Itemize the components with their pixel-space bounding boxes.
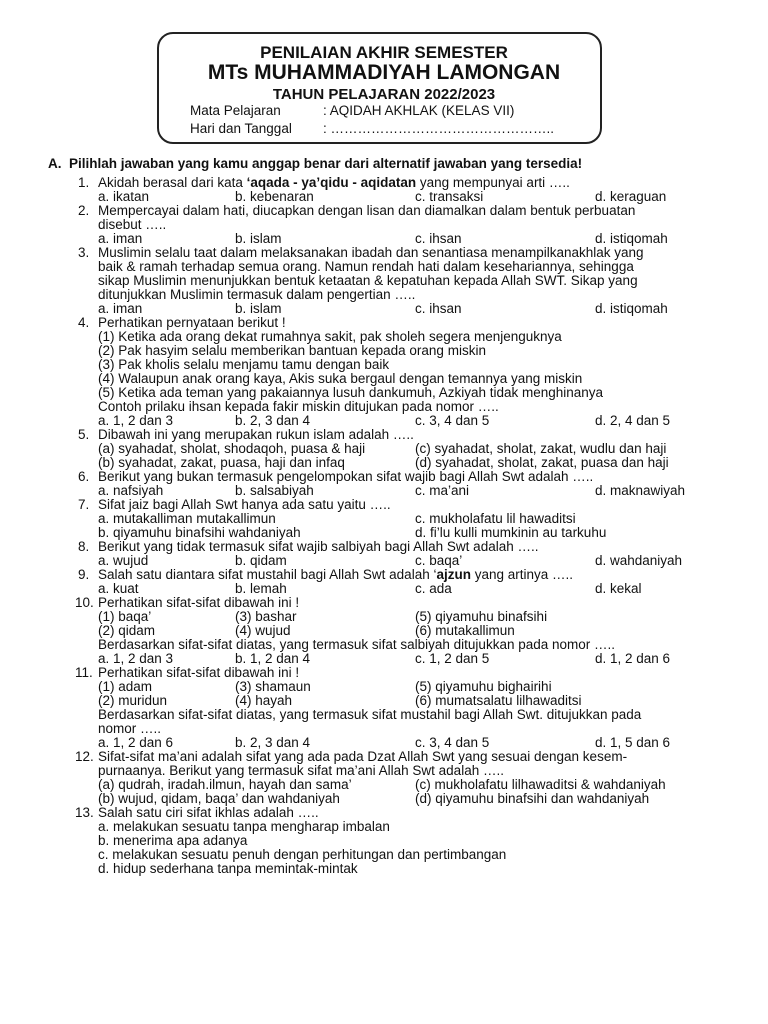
question-text: ditunjukkan Muslimin termasuk dalam pengertian ….. [98, 287, 416, 302]
option-c: c. 1, 2 dan 5 [415, 651, 490, 666]
option-c: c. mukholafatu lil hawaditsi [415, 511, 576, 526]
list-item: (1) adam [98, 679, 153, 694]
academic-year: TAHUN PELAJARAN 2022/2023 [272, 86, 496, 103]
question-text: disebut ….. [98, 217, 167, 232]
option-b: b. 2, 3 dan 4 [235, 413, 311, 428]
option-a: (a) syahadat, sholat, shodaqoh, puasa & haji [98, 441, 366, 456]
option-b: b. qidam [235, 553, 287, 568]
option-b: b. qiyamuhu binafsihi wahdaniyah [98, 525, 301, 540]
question-text: purnaanya. Berikut yang termasuk sifat ma’ani Allah Swt adalah ….. [98, 763, 504, 778]
date-value: : ………………………………………….. [323, 121, 555, 136]
option-d: (d) qiyamuhu binafsihi dan wahdaniyah [415, 791, 650, 806]
question-text-bold: ‘aqada - ya’qidu - aqidatan [246, 175, 417, 190]
option-d: d. fi’lu kulli mumkinin au tarkuhu [415, 525, 607, 540]
option-a: a. melakukan sesuatu tanpa mengharap imbalan [98, 819, 390, 834]
question-text [98, 176, 570, 190]
option-c: (c) syahadat, sholat, zakat, wudlu dan haji [415, 441, 667, 456]
list-item: (6) mumatsalatu lilhawaditsi [415, 693, 582, 708]
question-text: Muslimin selalu taat dalam melaksanakan ibadah dan senantiasa menampilkanakhlak yang [98, 245, 644, 260]
option-d: d. kekal [595, 581, 642, 596]
question-text: Berikut yang bukan termasuk pengelompokan sifat wajib bagi Allah Swt adalah ….. [98, 469, 594, 484]
instruction-text: Pilihlah jawaban yang kamu anggap benar dari alternatif jawaban yang tersedia! [69, 156, 583, 171]
option-a: a. iman [98, 231, 143, 246]
exam-title: PENILAIAN AKHIR SEMESTER [260, 43, 508, 62]
option-c: c. ada [415, 581, 452, 596]
question-text: Dibawah ini yang merupakan rukun islam adalah ….. [98, 427, 414, 442]
list-item: (2) muridun [98, 693, 168, 708]
option-c: c. 3, 4 dan 5 [415, 413, 490, 428]
question-text: Salah satu ciri sifat ikhlas adalah ….. [98, 805, 319, 820]
subject-value: : AQIDAH AKHLAK (KELAS VII) [323, 103, 515, 118]
option-b: b. lemah [235, 581, 287, 596]
list-item: (6) mutakallimun [415, 623, 515, 638]
option-d: d. hidup sederhana tanpa memintak-mintak [98, 861, 358, 876]
question-text: Mempercayai dalam hati, diucapkan dengan lisan dan diamalkan dalam bentuk perbuatan [98, 203, 636, 218]
option-b: b. 2, 3 dan 4 [235, 735, 311, 750]
option-d: d. istiqomah [595, 301, 668, 316]
list-item: (4) hayah [235, 693, 293, 708]
option-d: d. keraguan [595, 189, 667, 204]
option-d: d. 1, 5 dan 6 [595, 735, 671, 750]
option-a: a. nafsiyah [98, 483, 164, 498]
option-c: c. ma’ani [415, 483, 470, 498]
statement-item: (2) Pak hasyim selalu memberikan bantuan kepada orang miskin [98, 343, 486, 358]
option-c: c. ihsan [415, 301, 462, 316]
question-text: Berikut yang tidak termasuk sifat wajib salbiyah bagi Allah Swt adalah ….. [98, 539, 539, 554]
option-a: a. kuat [98, 581, 139, 596]
option-a: a. 1, 2 dan 3 [98, 651, 174, 666]
option-b: b. kebenaran [235, 189, 314, 204]
option-b: (b) syahadat, zakat, puasa, haji dan infaq [98, 455, 345, 470]
list-item: (5) qiyamuhu binafsihi [415, 609, 548, 624]
question-text-pre: Salah satu diantara sifat mustahil bagi Allah Swt adalah ‘ [98, 567, 437, 582]
question-text: baik & ramah terhadap semua orang. Namun rendah hati dalam kesehariannya, sehingga [98, 259, 634, 274]
option-c: c. 3, 4 dan 5 [415, 735, 490, 750]
question-number: 9. [78, 567, 90, 582]
statement-item: (4) Walaupun anak orang kaya, Akis suka bergaul dengan temannya yang miskin [98, 371, 583, 386]
option-d: d. 2, 4 dan 5 [595, 413, 671, 428]
option-b: b. menerima apa adanya [98, 833, 248, 848]
question-number: 10. [75, 595, 94, 610]
option-a: a. wujud [98, 553, 149, 568]
option-d: d. wahdaniyah [595, 553, 683, 568]
list-item: (2) qidam [98, 623, 156, 638]
question-text-bold: ajzun [436, 567, 471, 582]
section-instruction [48, 156, 582, 171]
statement-item: (3) Pak kholis selalu menjamu tamu dengan baik [98, 357, 390, 372]
question-text-post: yang mempunyai arti ….. [416, 175, 570, 190]
option-b: b. salsabiyah [235, 483, 314, 498]
question-number: 13. [75, 805, 94, 820]
question-text-post: yang artinya ….. [470, 567, 574, 582]
option-a: a. ikatan [98, 189, 150, 204]
list-item: (3) shamaun [235, 679, 311, 694]
question-number: 3. [78, 245, 90, 260]
option-a: a. iman [98, 301, 143, 316]
question-number: 8. [78, 539, 90, 554]
question-number: 4. [78, 315, 90, 330]
option-d: d. maknawiyah [595, 483, 686, 498]
list-item: (1) baqa’ [98, 609, 152, 624]
option-c: c. baqa’ [415, 553, 463, 568]
question-text: Berdasarkan sifat-sifat diatas, yang termasuk sifat salbiyah ditujukkan pada nomor ….. [98, 637, 616, 652]
option-c: c. melakukan sesuatu penuh dengan perhitungan dan pertimbangan [98, 847, 507, 862]
question-number: 6. [78, 469, 90, 484]
question-number: 1. [78, 175, 90, 190]
statement-item: (5) Ketika ada teman yang pakaiannya lusuh dankumuh, Azkiyah tidak menghinanya [98, 385, 604, 400]
option-a: a. 1, 2 dan 3 [98, 413, 174, 428]
question-number: 5. [78, 427, 90, 442]
date-label: Hari dan Tanggal [190, 121, 292, 136]
option-d: (d) syahadat, sholat, zakat, puasa dan haji [415, 455, 669, 470]
option-b: b. islam [235, 301, 282, 316]
question-text: sikap Muslimin menunjukkan bentuk ketaatan & kepatuhan kepada Allah SWT. Sikap yang [98, 273, 638, 288]
question-text: Perhatikan sifat-sifat dibawah ini ! [98, 595, 300, 610]
question-number: 12. [75, 749, 94, 764]
option-d: d. 1, 2 dan 6 [595, 651, 671, 666]
question-text-pre: Akidah berasal dari kata [98, 175, 247, 190]
option-a: a. mutakalliman mutakallimun [98, 511, 276, 526]
question-number: 2. [78, 203, 90, 218]
question-text: Perhatikan sifat-sifat dibawah ini ! [98, 665, 300, 680]
question-number: 11. [75, 665, 93, 680]
statement-item: (1) Ketika ada orang dekat rumahnya sakit, pak sholeh segera menjenguknya [98, 329, 562, 344]
option-c: c. transaksi [415, 189, 484, 204]
question-text: Sifat jaiz bagi Allah Swt hanya ada satu yaitu ….. [98, 497, 391, 512]
option-d: d. istiqomah [595, 231, 668, 246]
question-text: Berdasarkan sifat-sifat diatas, yang termasuk sifat mustahil bagi Allah Swt. ditujukkan pada [98, 707, 642, 722]
question-text: Perhatikan pernyataan berikut ! [98, 315, 286, 330]
question-text: Sifat-sifat ma’ani adalah sifat yang ada pada Dzat Allah Swt yang sesuai dengan kesem- [98, 749, 628, 764]
option-c: c. ihsan [415, 231, 462, 246]
school-name: MTs MUHAMMADIYAH LAMONGAN [207, 61, 561, 84]
question-number: 7. [78, 497, 90, 512]
option-b: b. islam [235, 231, 282, 246]
option-a: a. 1, 2 dan 6 [98, 735, 174, 750]
option-b: (b) wujud, qidam, baqa’ dan wahdaniyah [98, 791, 340, 806]
question-text: nomor ….. [98, 721, 162, 736]
option-c: (c) mukholafatu lilhawaditsi & wahdaniyah [415, 777, 666, 792]
option-a: (a) qudrah, iradah.ilmun, hayah dan sama’ [98, 777, 352, 792]
list-item: (5) qiyamuhu bighairihi [415, 679, 552, 694]
section-label: A. [48, 156, 62, 171]
question-text [98, 568, 573, 582]
question-text: Contoh prilaku ihsan kepada fakir miskin ditujukan pada nomor ….. [98, 399, 499, 414]
option-b: b. 1, 2 dan 4 [235, 651, 311, 666]
subject-label: Mata Pelajaran [190, 103, 281, 118]
list-item: (4) wujud [235, 623, 291, 638]
list-item: (3) bashar [235, 609, 297, 624]
